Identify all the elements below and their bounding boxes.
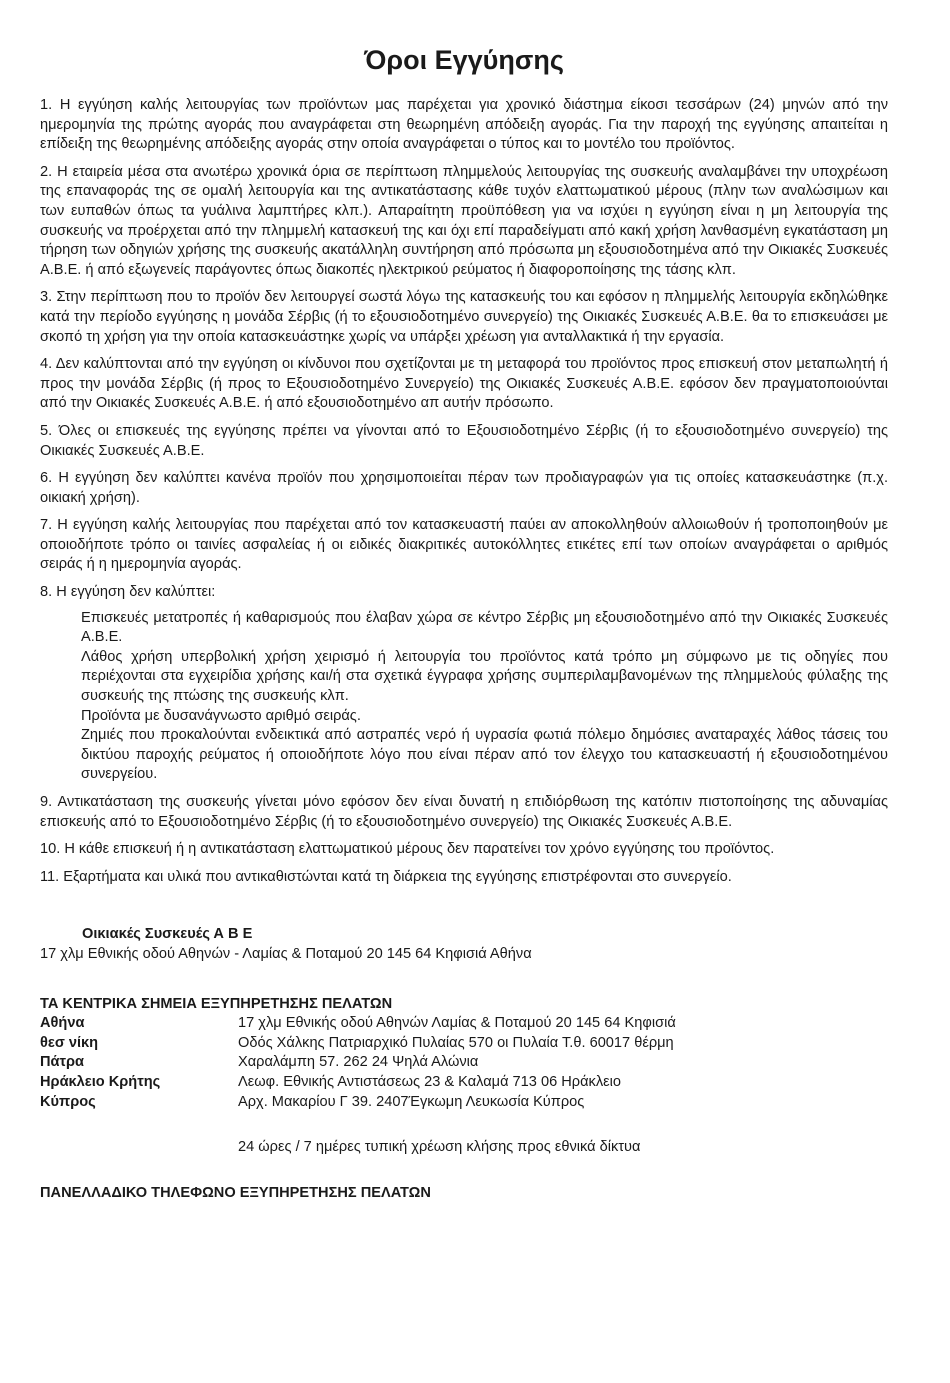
center-city: Κύπρος: [40, 1093, 96, 1110]
term-5: 5. Όλες οι επισκευές της εγγύησης πρέπει να γίνονται από το Εξουσιοδοτημένο Σέρβις (ή το εξουσιοδοτημένο συνεργείο) της Οικιακές Συσκευές Α.Β.Ε.: [40, 422, 888, 459]
center-city: Αθήνα: [40, 1015, 85, 1032]
exclusion-item: Προϊόντα με δυσανάγνωστο αριθμό σειράς.: [81, 707, 361, 724]
term-1: 1. Η εγγύηση καλής λειτουργίας των προϊόντων μας παρέχεται για χρονικό διάστημα είκοσι τεσσάρων (24) μηνών από την ημερομηνία της πρώτης αγοράς που αναγράφεται στη θεωρημένη απόδειξη αγοράς. Για την παροχή της εγγύησης απαιτείται η επίδειξη της θεωρημένης απόδειξης αγοράς στην οποία αναγράφεται ο τύπος και το μοντέλο του προϊόντος.: [40, 97, 888, 153]
table-row: [40, 1093, 676, 1113]
term-9: 9. Αντικατάσταση της συσκευής γίνεται μόνο εφόσον δεν είναι δυνατή η επιδιόρθωση της κατόπιν πιστοποίησης της αδυναμίας επισκευής από το Εξουσιοδοτημένο Σέρβις (ή το εξουσιοδοτημένο συνεργείο) της Οικιακές Συσκευές Α.Β.Ε.: [40, 794, 888, 830]
term-11: 11. Εξαρτήματα και υλικά που αντικαθιστώνται κατά τη διάρκεια της εγγύησης επιστρέφονται στο συνεργείο.: [40, 868, 732, 885]
center-city: Πάτρα: [40, 1054, 85, 1071]
center-address: Χαραλάμπη 57. 262 24 Ψηλά Αλώνια: [238, 1054, 479, 1071]
company-block: [40, 925, 888, 964]
term-3: 3. Στην περίπτωση που το προϊόν δεν λειτουργεί σωστά λόγω της κατασκευής του και εφόσον η πλημμελής λειτουργία εκδηλώθηκε κατά την περίοδο εγγύησης η μονάδα Σέρβις (ή το εξουσιοδοτημένο συνεργείο) της Οικιακές Συσκευές Α.Β.Ε. θα το επισκευάσει με σκοπό τη χρήση για την οποία κατασκευάστηκε χωρίς να υπάρξει χρέωση για ανταλλακτικά ή την εργασία.: [40, 289, 888, 345]
term-4: 4. Δεν καλύπτονται από την εγγύηση οι κίνδυνοι που σχετίζονται με τη μεταφορά του προϊόντος προς επισκευή στον μεταπωλητή ή προς την μονάδα Σέρβις (ή προς το Εξουσιοδοτημένο Συνεργείο) της Οικιακές Συσκευές Α.Β.Ε. εφόσον δεν πραγματοποιούνται από την Οικιακές Συσκευές Α.Β.Ε. ή από εξουσιοδοτημένο απ αυτήν πρόσωπο.: [40, 356, 888, 412]
exclusion-item: Ζημιές που προκαλούνται ενδεικτικά από αστραπές νερό ή υγρασία φωτιά πόλεμο δημόσιες αναταραχές λάθος τάσεις του δικτύου παροχής ρεύματος ή οποιοδήποτε λόγο που είναι πέραν από τον έλεγχο του κατασκευαστή ή εξουσιοδοτημένου συνεργείου.: [81, 727, 888, 783]
service-centers-table: [40, 1014, 676, 1112]
warranty-terms: [40, 96, 888, 887]
phone-section-title: ΠΑΝΕΛΛΑΔΙΚΟ ΤΗΛΕΦΩΝΟ ΕΞΥΠΗΡΕΤΗΣΗΣ ΠΕΛΑΤΩΝ: [40, 1184, 431, 1201]
table-row: [40, 1073, 676, 1093]
center-city: θεσ νίκη: [40, 1034, 99, 1051]
table-row: [40, 1053, 676, 1073]
term-8-heading: 8. Η εγγύηση δεν καλύπτει:: [40, 584, 216, 601]
center-address: Λεωφ. Εθνικής Αντιστάσεως 23 & Καλαμά 713 06 Ηράκλειο: [238, 1073, 621, 1090]
term-10: 10. Η κάθε επισκευή ή η αντικατάσταση ελαττωματικού μέρους δεν παρατείνει τον χρόνο εγγύησης του προϊόντος.: [40, 841, 775, 858]
exclusion-item: Επισκευές μετατροπές ή καθαρισμούς που έλαβαν χώρα σε κέντρο Σέρβις μη εξουσιοδοτημένο από την Οικιακές Συσκευές Α.Β.Ε.: [81, 609, 888, 646]
service-centers-title: ΤΑ ΚΕΝΤΡΙΚΑ ΣΗΜΕΙΑ ΕΞΥΠΗΡΕΤΗΣΗΣ ΠΕΛΑΤΩΝ: [40, 995, 393, 1012]
term-6: 6. Η εγγύηση δεν καλύπτει κανένα προϊόν που χρησιμοποιείται πέραν των προδιαγραφών για τις οποίες κατασκευάστηκε (π.χ. οικιακή χρήση).: [40, 470, 888, 506]
center-address: Αρχ. Μακαρίου Γ 39. 2407Έγκωμη Λευκωσία Κύπρος: [238, 1093, 585, 1110]
term-8-exclusions: [40, 609, 888, 785]
page-title: Όροι Εγγύησης: [364, 45, 564, 75]
center-address: Οδός Χάλκης Πατριαρχικό Πυλαίας 570 οι Πυλαία Τ.θ. 60017 θέρμη: [238, 1034, 674, 1051]
warranty-page: [40, 0, 888, 1203]
service-hours-note: 24 ώρες / 7 ημέρες τυπική χρέωση κλήσης προς εθνικά δίκτυα: [238, 1139, 641, 1156]
term-7: 7. Η εγγύηση καλής λειτουργίας που παρέχεται από τον κατασκευαστή παύει αν αποκολληθούν αλλοιωθούν ή τροποποιηθούν με οποιοδήποτε τρόπο οι ταινίες ασφαλείας ή οι ειδικές διακριτικές αυτοκόλλητες ετικέτες επί των οποίων αναγράφεται ο αριθμός σειράς ή η ημερομηνία αγοράς.: [40, 517, 888, 573]
center-city: Ηράκλειο Κρήτης: [40, 1073, 161, 1090]
exclusion-item: Λάθος χρήση υπερβολική χρήση χειρισμό ή λειτουργία του προϊόντος κατά τρόπο μη σύμφωνο με τις οδηγίες που περιέχονται στα εγχειρίδια χρήσης και/ή στα σχετικά έγγραφα χρήσης συμπεριλαμβανομένων της πλημμελούς φύλαξης της συσκευής της πτώσης της συσκευής κλπ.: [81, 648, 888, 705]
center-address: 17 χλμ Εθνικής οδού Αθηνών Λαμίας & Ποταμού 20 145 64 Κηφισιά: [238, 1015, 676, 1032]
table-row: [40, 1014, 676, 1034]
table-row: [40, 1034, 676, 1054]
term-2: 2. Η εταιρεία μέσα στα ανωτέρω χρονικά όρια σε περίπτωση πλημμελούς λειτουργίας της συσκευής αναλαμβάνει την υποχρέωση της επαναφοράς της σε ομαλή λειτουργία και της αντικατάστασης κάθε τυχόν ελαττωματικού μέρους (πλην των αναλώσιμων και των ευπαθών όπως τα γυάλινα λαμπτήρες κλπ.). Απαραίτητη προϋπόθεση για να ισχύει η εγγύηση είναι η μη λειτουργία της συσκευής να προέρχεται από την πλημμελή κατασκευή της και όχι επί παραδείγματι από κακή χρήση λανθασμένη εγκατάσταση μη τήρηση των οδηγιών χρήσης της συσκευής ακατάλληλη συντήρηση από πρόσωπα μη εξουσιοδοτημένα από την Οικιακές Συσκευές Α.Β.Ε. ή από εξωγενείς παράγοντες όπως διακοπές ηλεκτρικού ρεύματος ή διαφοροποίησης της τάσης κλπ.: [40, 163, 888, 278]
company-address: 17 χλμ Εθνικής οδού Αθηνών - Λαμίας & Ποταμού 20 145 64 Κηφισιά Αθήνα: [40, 945, 532, 962]
company-name: Οικιακές Συσκευές Α Β Ε: [82, 926, 253, 943]
